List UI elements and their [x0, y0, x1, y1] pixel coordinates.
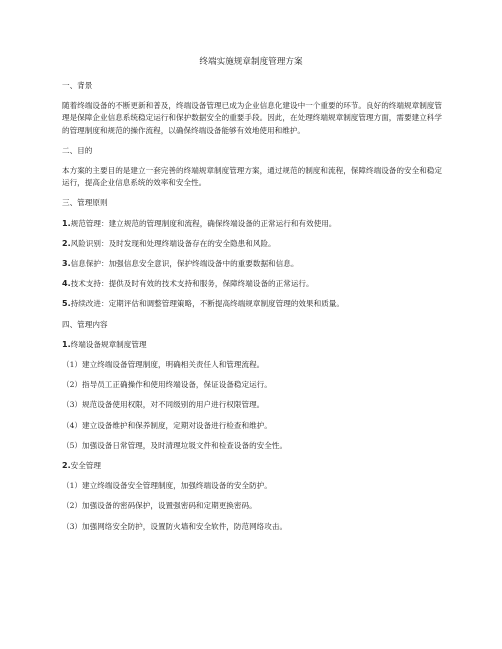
- content-sub-item: （3）规范设备使用权限，对不同级别的用户进行权限管理。: [62, 400, 265, 410]
- section-heading-principles: 三、管理原则: [62, 198, 108, 208]
- principle-item: [62, 218, 442, 230]
- document-title: 终端实施规章制度管理方案: [199, 57, 303, 67]
- principle-number: 4.: [62, 279, 71, 289]
- principle-text: 信息保护：加强信息安全意识，保护终端设备中的重要数据和信息。: [70, 259, 299, 269]
- group-number: 1.: [62, 339, 71, 349]
- principle-item: [62, 298, 442, 310]
- principle-number: 2.: [62, 238, 71, 248]
- content-group-title: [62, 339, 442, 351]
- document-body: [62, 80, 442, 541]
- principle-number: 3.: [62, 259, 71, 269]
- content-sub-item: （1）建立终端设备安全管理制度，加强终端设备的安全防护。: [62, 481, 272, 491]
- content-sub-item: （2）指导员工正确操作和使用终端设备，保证设备稳定运行。: [62, 380, 272, 390]
- content-sub-item: （2）加强设备的密码保护，设置强密码和定期更换密码。: [62, 501, 257, 511]
- content-sub-item: （3）加强网络安全防护，设置防火墙和安全软件，防范网络攻击。: [62, 521, 288, 531]
- purpose-paragraph: 本方案的主要目的是建立一套完善的终端规章制度管理方案，通过规范的制度和流程，保障终端设备的安全和稳定运行，提高企业信息系统的效率和安全性。: [62, 166, 442, 188]
- content-sub-item: （5）加强设备日常管理，及时清理垃圾文件和检查设备的安全性。: [62, 440, 288, 450]
- group-title-text: 终端设备规章制度管理: [70, 339, 147, 349]
- principle-item: [62, 238, 442, 250]
- background-paragraph: 随着终端设备的不断更新和普及，终端设备管理已成为企业信息化建设中一个重要的环节。良好的终端规章制度管理是保障企业信息系统稳定运行和保护数据安全的重要手段。因此，在处理终端规章制度管理方面，需要建立科学的管理制度和规范的操作流程，以确保终端设备能够有效地使用和维护。: [62, 101, 442, 135]
- section-heading-content: 四、管理内容: [62, 319, 108, 329]
- content-sub-item: （4）建立设备维护和保养制度，定期对设备进行检查和维护。: [62, 420, 272, 430]
- principle-text: 持续改进：定期评估和调整管理策略，不断提高终端规章制度管理的效果和质量。: [70, 299, 344, 309]
- principle-text: 风险识别：及时发现和处理终端设备存在的安全隐患和风险。: [70, 238, 276, 248]
- content-sub-item: （1）建立终端设备管理制度，明确相关责任人和管理流程。: [62, 360, 265, 370]
- principle-text: 技术支持：提供及时有效的技术支持和服务，保障终端设备的正常运行。: [70, 279, 314, 289]
- principle-text: 规范管理：建立规范的管理制度和流程，确保终端设备的正常运行和有效使用。: [70, 218, 337, 228]
- content-group-title: [62, 460, 442, 472]
- group-number: 2.: [62, 461, 71, 471]
- principle-item: [62, 278, 442, 290]
- principle-number: 1.: [62, 218, 71, 228]
- section-heading-background: 一、背景: [62, 81, 93, 90]
- section-heading-purpose: 二、目的: [62, 145, 93, 155]
- principle-number: 5.: [62, 299, 71, 309]
- group-title-text: 安全管理: [70, 461, 101, 471]
- principle-item: [62, 258, 442, 270]
